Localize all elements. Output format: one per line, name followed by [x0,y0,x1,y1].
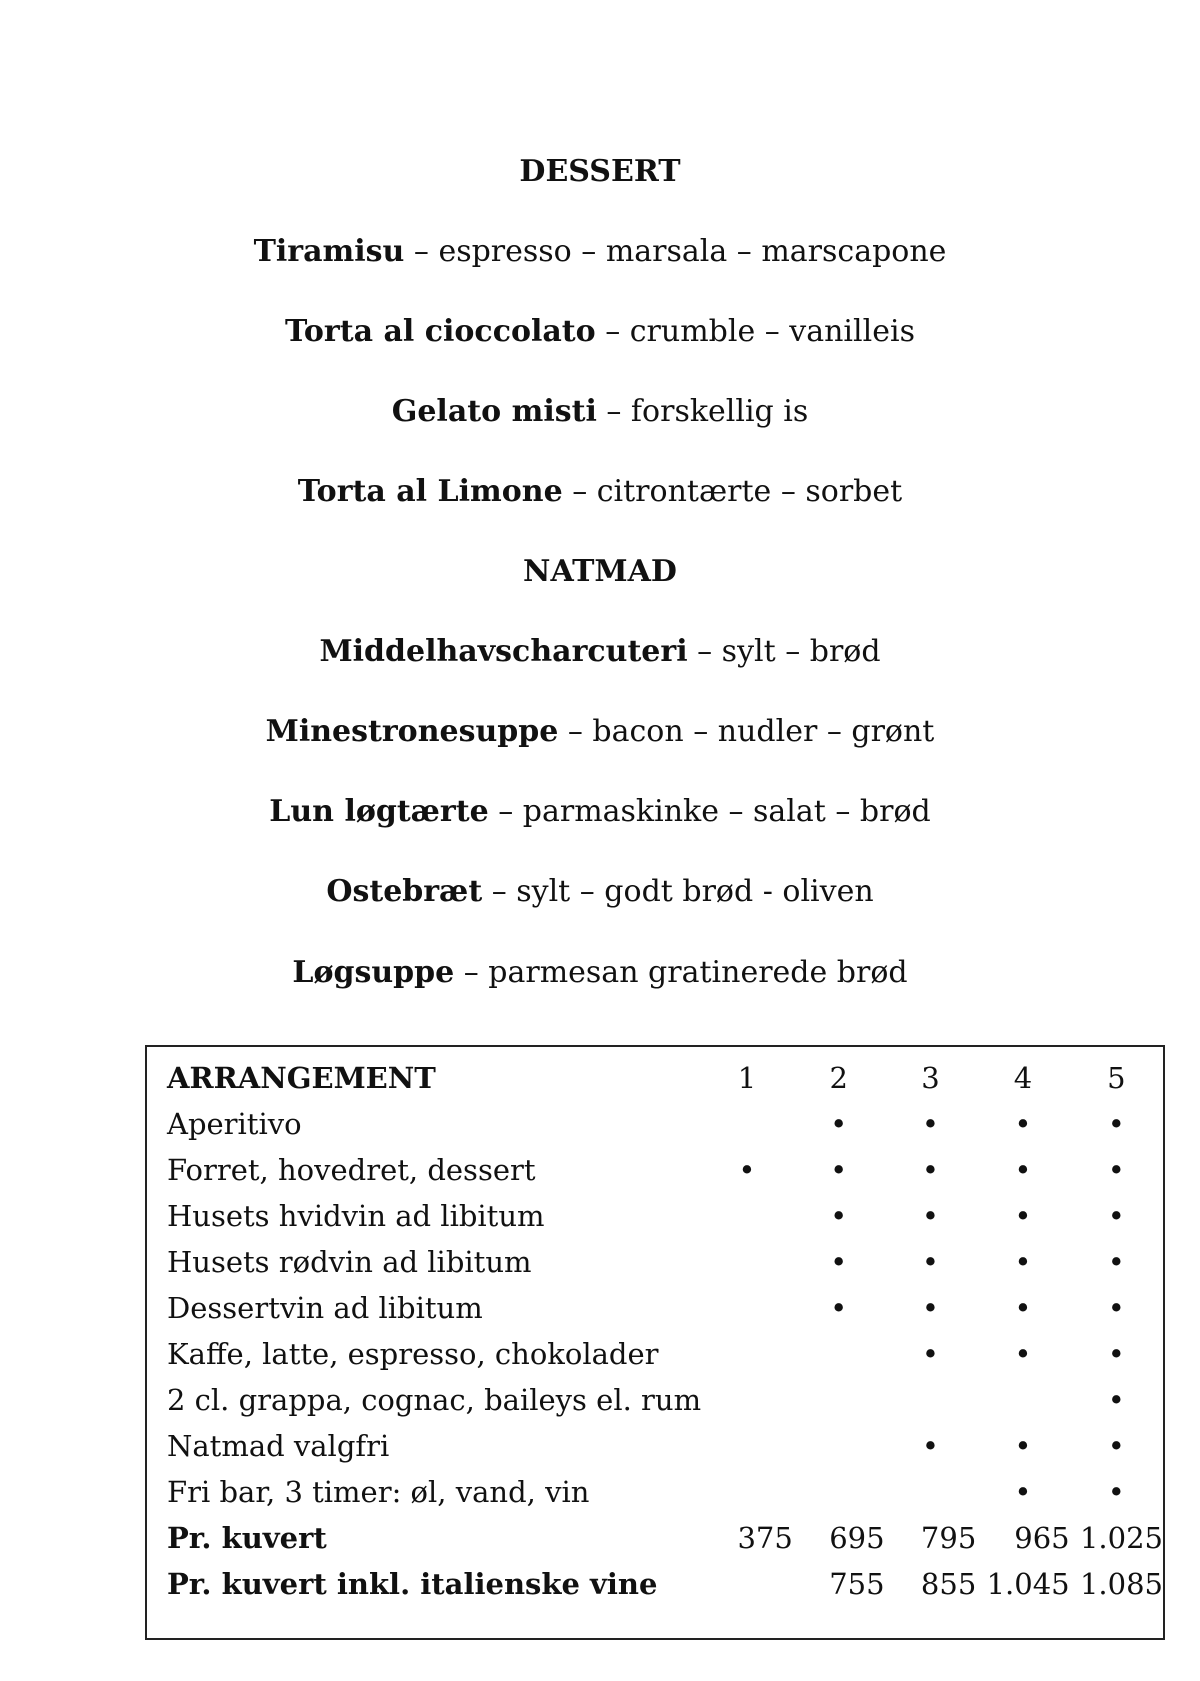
row-label: Kaffe, latte, espresso, chokolader [167,1337,659,1371]
cell-mark: • [830,1291,848,1325]
table-row [167,1285,1163,1331]
dish-name: Ostebræt [326,874,483,909]
cell-mark: • [830,1199,848,1233]
cell-mark [885,1377,977,1423]
row-label: 2 cl. grappa, cognac, baileys el. rum [167,1383,702,1417]
dish-name: Løgsuppe [292,955,455,990]
cell-mark: • [830,1153,848,1187]
row-label: Forret, hovedret, dessert [167,1153,536,1187]
cell-mark [701,1239,793,1285]
cell-mark [701,1423,793,1469]
table-row [167,1193,1163,1239]
arrangement-heading: ARRANGEMENT [167,1061,436,1095]
price-row [167,1561,1163,1607]
dessert-item-torta-cioccolato [0,312,1200,352]
dish-name: Minestronesuppe [265,714,559,749]
cell-mark [701,1331,793,1377]
cell-mark: • [1014,1153,1032,1187]
cell-mark: • [1107,1245,1125,1279]
price-label: Pr. kuvert inkl. italienske vine [167,1567,658,1601]
price-cell [701,1561,793,1607]
dish-desc: – parmesan gratinerede brød [454,955,908,990]
dish-desc: – citrontærte – sorbet [562,474,903,509]
cell-mark: • [921,1107,939,1141]
natmad-heading: NATMAD [523,554,677,589]
price-cell: 1.025 [1079,1521,1163,1555]
cell-mark: • [1107,1199,1125,1233]
dish-name: Torta al Limone [297,474,563,509]
cell-mark [793,1423,885,1469]
dish-desc: – sylt – brød [687,634,881,669]
price-cell: 695 [829,1521,885,1555]
row-label: Husets hvidvin ad libitum [167,1199,545,1233]
arrangement-box [145,1045,1165,1640]
dessert-item-gelato-misti [0,392,1200,432]
column-header-5: 5 [1107,1061,1126,1095]
dish-desc: – parmaskinke – salat – brød [488,794,931,829]
column-header-1: 1 [737,1061,757,1095]
cell-mark [701,1285,793,1331]
cell-mark: • [1014,1429,1032,1463]
cell-mark [701,1469,793,1515]
cell-mark: • [1014,1245,1032,1279]
arrangement-header-row [167,1055,1163,1101]
cell-mark: • [830,1245,848,1279]
cell-mark: • [1107,1429,1125,1463]
dessert-item-tiramisu [0,232,1200,272]
price-cell: 795 [920,1521,977,1555]
cell-mark: • [921,1291,939,1325]
cell-mark: • [738,1153,756,1187]
price-cell: 1.045 [986,1567,1070,1601]
cell-mark: • [1107,1383,1125,1417]
cell-mark [701,1101,793,1147]
cell-mark: • [1014,1107,1032,1141]
price-row [167,1515,1163,1561]
column-header-4: 4 [1013,1061,1033,1095]
dish-desc: – crumble – vanilleis [595,314,915,349]
dish-desc: – espresso – marsala – marscapone [404,234,947,269]
dish-name: Tiramisu [253,234,405,269]
price-cell: 375 [737,1521,793,1555]
cell-mark: • [921,1199,939,1233]
dessert-item-torta-limone [0,472,1200,512]
column-header-3: 3 [921,1061,940,1095]
natmad-item-minestronesuppe [0,712,1200,752]
table-row [167,1331,1163,1377]
cell-mark: • [921,1153,939,1187]
natmad-item-logtaerte [0,792,1200,832]
cell-mark [976,1377,1069,1423]
price-label: Pr. kuvert [167,1521,327,1555]
cell-mark: • [921,1429,939,1463]
column-header-2: 2 [829,1061,848,1095]
price-cell: 965 [1014,1521,1070,1555]
dish-desc: – bacon – nudler – grønt [558,714,935,749]
row-label: Fri bar, 3 timer: øl, vand, vin [167,1475,590,1509]
cell-mark: • [1014,1199,1032,1233]
dish-desc: – sylt – godt brød - oliven [482,874,874,909]
cell-mark: • [830,1107,848,1141]
cell-mark [701,1193,793,1239]
cell-mark: • [1014,1337,1032,1371]
natmad-item-charcuteri [0,632,1200,672]
cell-mark [793,1331,885,1377]
dish-name: Gelato misti [391,394,597,429]
row-label: Dessertvin ad libitum [167,1291,483,1325]
dish-name: Lun løgtærte [269,794,489,829]
dish-name: Torta al cioccolato [285,314,596,349]
dish-desc: – forskellig is [596,394,809,429]
arrangement-table [167,1055,1163,1607]
natmad-item-ostebraet [0,872,1200,912]
cell-mark: • [1107,1107,1125,1141]
row-label: Natmad valgfri [167,1429,390,1463]
table-row [167,1239,1163,1285]
price-cell: 855 [920,1567,977,1601]
natmad-item-logsuppe [0,953,1200,993]
row-label: Husets rødvin ad libitum [167,1245,532,1279]
dish-name: Middelhavscharcuteri [319,634,688,669]
table-row [167,1101,1163,1147]
dessert-heading: DESSERT [519,154,681,189]
table-row [167,1469,1163,1515]
table-row [167,1147,1163,1193]
price-cell: 755 [829,1567,885,1601]
cell-mark: • [1014,1475,1032,1509]
cell-mark: • [1107,1291,1125,1325]
cell-mark: • [921,1337,939,1371]
cell-mark [885,1469,977,1515]
cell-mark: • [921,1245,939,1279]
cell-mark: • [1107,1153,1125,1187]
table-row [167,1423,1163,1469]
row-label: Aperitivo [167,1107,302,1141]
cell-mark: • [1107,1475,1125,1509]
table-row [167,1377,1163,1423]
cell-mark: • [1107,1337,1125,1371]
cell-mark [793,1377,885,1423]
cell-mark [701,1377,793,1423]
cell-mark [793,1469,885,1515]
price-cell: 1.085 [1079,1567,1163,1601]
cell-mark: • [1014,1291,1032,1325]
